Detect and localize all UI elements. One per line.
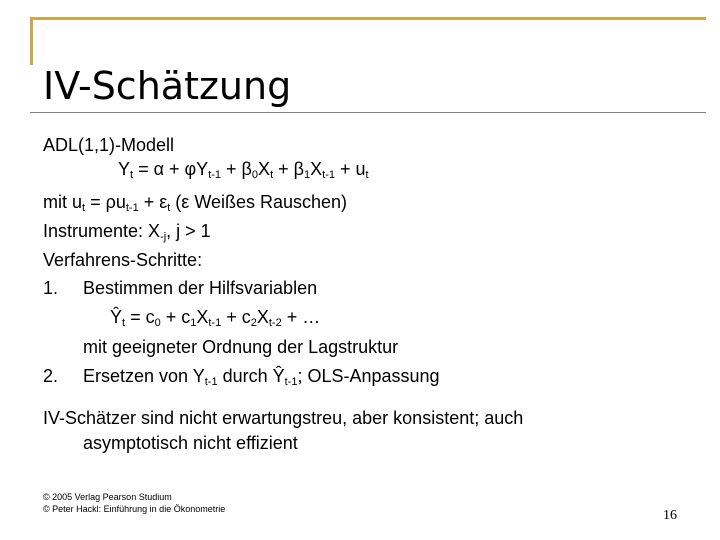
step-1-note: mit geeigneter Ordnung der Lagstruktur (83, 337, 399, 357)
auxiliary-equation: $Ŷ_t = c_0 + c_1X_{t-1} + c_2X_{t-2}$ + … (110, 307, 321, 329)
model-heading: ADL(1,1)-Modell (43, 135, 175, 155)
adl-equation: $Y_t = \alpha + \varphi Y_{t-1} + \beta_0X_t + \beta_1X_{t-1} + u_t$ (118, 159, 369, 181)
conclusion-line-1: IV-Schätzer sind nicht erwartungstreu, aber konsistent; auch (43, 408, 524, 428)
steps-heading: Verfahrens-Schritte: (43, 250, 203, 270)
instruments-line: Instrumente: $X_{-j}$, j > 1 (43, 221, 211, 243)
slide-title: IV-Schätzung (43, 64, 292, 108)
copyright-author: © Peter Hackl: Einführung in die Ökonometrie (43, 504, 226, 514)
copyright-publisher: © 2005 Verlag Pearson Studium (43, 492, 172, 502)
error-equation: mit $u_t = \rho u_{t-1} + \varepsilon_t$ (ε Weißes Rauschen) (43, 192, 348, 214)
page-number: 16 (663, 508, 677, 523)
step-1: 1. Bestimmen der Hilfsvariablen (43, 278, 318, 298)
step-2: 2. Ersetzen von $Y_{t-1}$ durch $Ŷ_{t-1}$; OLS-Anpassung (43, 366, 440, 388)
decor-top-bar (30, 17, 706, 20)
title-divider (30, 112, 706, 113)
conclusion-line-2: asymptotisch nicht effizient (83, 433, 298, 453)
copyright-footer (43, 491, 225, 515)
decor-left-bar (30, 17, 33, 65)
